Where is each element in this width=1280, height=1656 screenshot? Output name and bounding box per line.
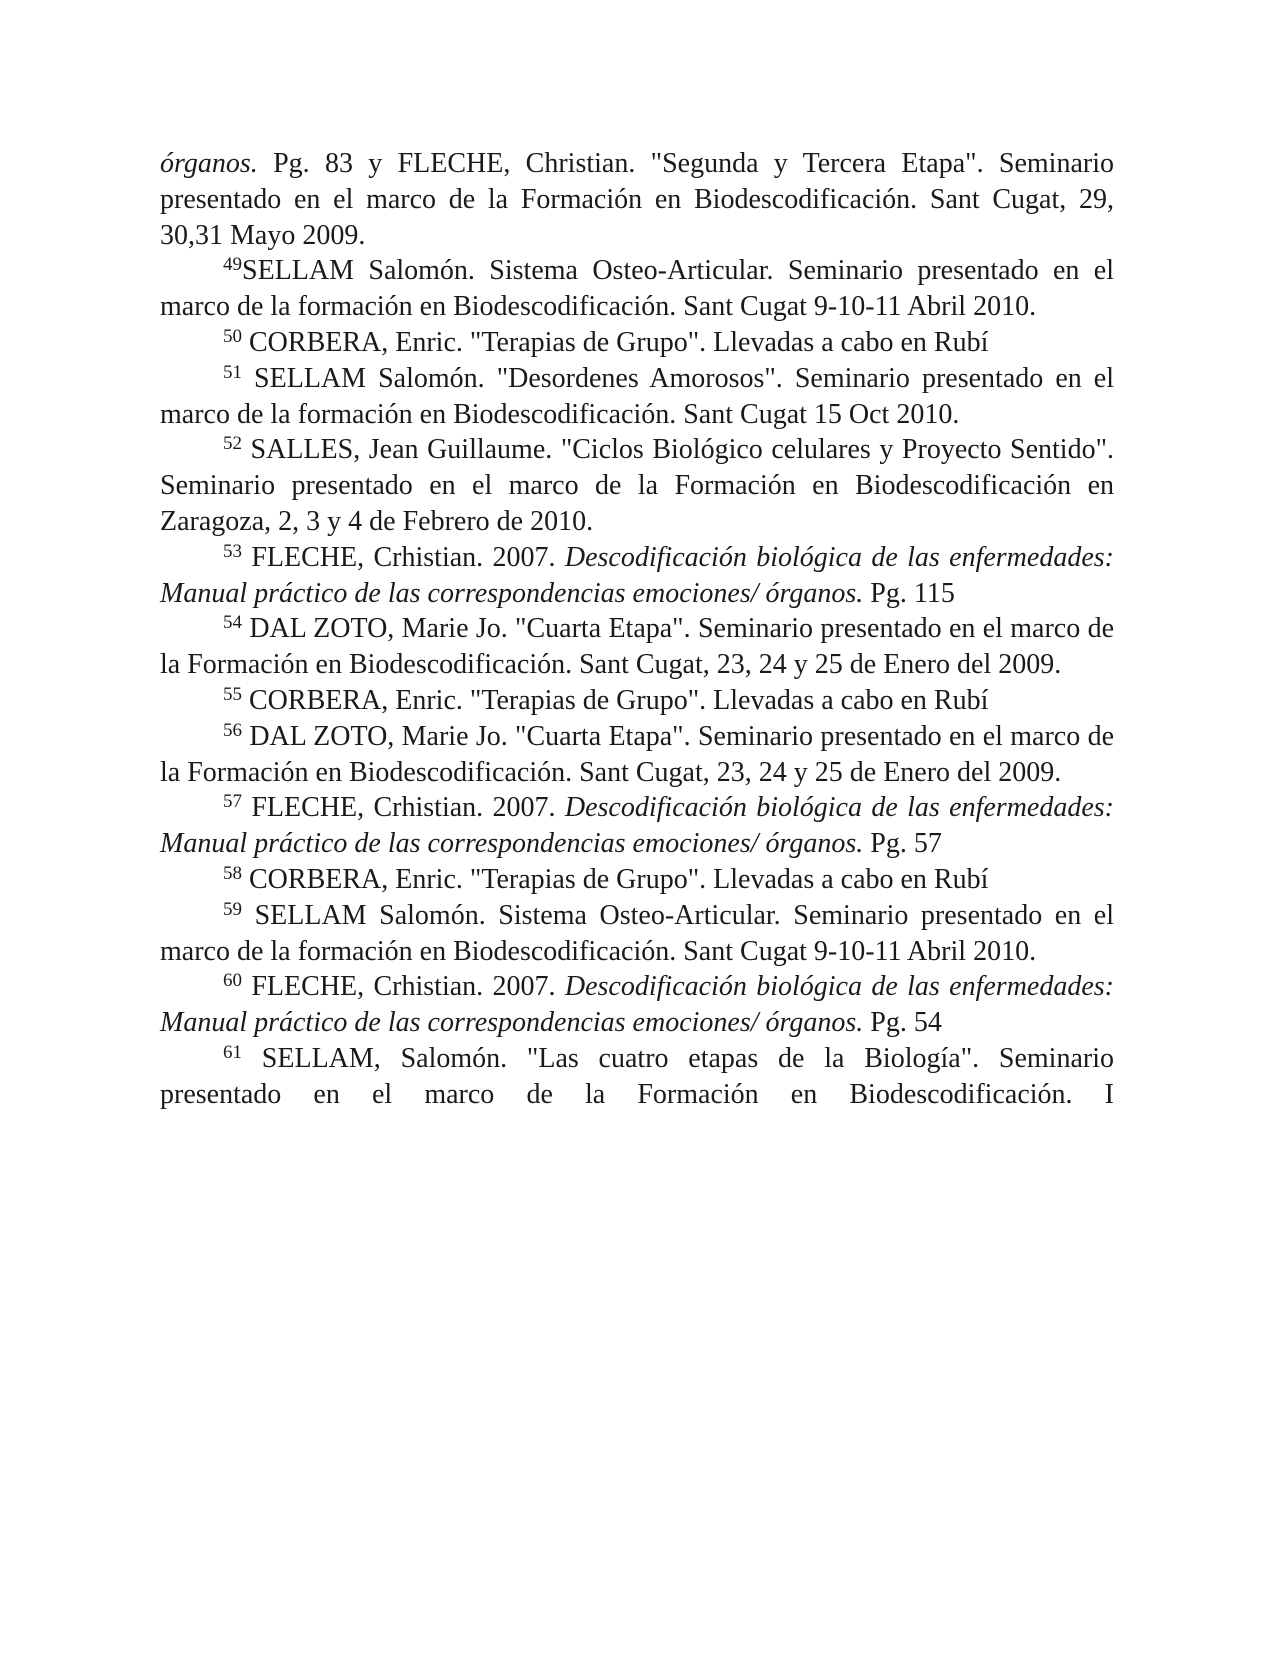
- footnote-number: 53: [223, 540, 242, 562]
- footnote-text: CORBERA, Enric. "Terapias de Grupo". Llevadas a cabo en Rubí: [242, 326, 989, 358]
- footnote-number: 55: [223, 683, 242, 705]
- footnote-page-ref: Pg. 54: [863, 1007, 942, 1039]
- footnote-number: 56: [223, 719, 242, 741]
- footnote-56: [160, 719, 1114, 791]
- footnote-number: 54: [223, 612, 242, 634]
- footnote-text: SELLAM Salomón. Sistema Osteo-Articular. Seminario presentado en el marco de la formación en Biodescodificación. Sant Cugat 9-10-11 Abril 2010.: [160, 255, 1114, 323]
- footnote-page-ref: Pg. 57: [863, 828, 942, 860]
- footnote-55: [160, 683, 1114, 719]
- footnote-text: DAL ZOTO, Marie Jo. "Cuarta Etapa". Seminario presentado en el marco de la Formación en Biodescodificación. Sant Cugat, 23, 24 y 25 de Enero del 2009.: [160, 720, 1114, 788]
- footnote-number: 57: [223, 791, 242, 813]
- footnote-text: FLECHE, Crhistian. 2007.: [242, 541, 565, 573]
- footnote-51: [160, 361, 1114, 433]
- footnote-text: Pg. 83 y FLECHE, Christian. "Segunda y Tercera Etapa". Seminario presentado en el marco de la Formación en Biodescodificación. Sant Cugat, 29, 30,31 Mayo 2009.: [160, 148, 1114, 251]
- footnote-57: [160, 790, 1114, 862]
- footnote-page-ref: Pg. 115: [863, 577, 955, 609]
- footnote-49: [160, 253, 1114, 325]
- footnote-61: [160, 1041, 1114, 1113]
- footnote-italic-title: Descodificación biológica de las enfermedades: Manual práctico de las correspondencias emociones/ órganos.: [160, 541, 1114, 609]
- footnote-text: CORBERA, Enric. "Terapias de Grupo". Llevadas a cabo en Rubí: [242, 684, 989, 716]
- footnotes-page: [160, 146, 1114, 1113]
- footnote-60: [160, 969, 1114, 1041]
- footnote-text: SELLAM Salomón. "Desordenes Amorosos". Seminario presentado en el marco de la formación en Biodescodificación. Sant Cugat 15 Oct 2010.: [160, 362, 1114, 430]
- footnote-number: 49: [223, 254, 242, 276]
- footnote-text: CORBERA, Enric. "Terapias de Grupo". Llevadas a cabo en Rubí: [242, 863, 989, 895]
- footnote-text: FLECHE, Crhistian. 2007.: [242, 971, 565, 1003]
- footnote-50: [160, 325, 1114, 361]
- footnote-italic-title: órganos.: [160, 148, 258, 179]
- footnote-number: 61: [223, 1041, 242, 1063]
- footnote-number: 50: [223, 325, 242, 347]
- footnote-text: SELLAM Salomón. Sistema Osteo-Articular. Seminario presentado en el marco de la formación en Biodescodificación. Sant Cugat 9-10-11 Abril 2010.: [160, 899, 1114, 967]
- footnote-continuation: [160, 146, 1114, 253]
- footnote-italic-title: Descodificación biológica de las enfermedades: Manual práctico de las correspondencias emociones/ órganos.: [160, 792, 1114, 860]
- footnote-text: SALLES, Jean Guillaume. "Ciclos Biológico celulares y Proyecto Sentido". Seminario presentado en el marco de la Formación en Biodescodificación en Zaragoza, 2, 3 y 4 de Febrero de 2010.: [160, 434, 1114, 537]
- footnote-text: SELLAM, Salomón. "Las cuatro etapas de la Biología". Seminario presentado en el marco de la Formación en Biodescodificación. I: [160, 1042, 1114, 1110]
- footnote-59: [160, 898, 1114, 970]
- footnote-53: [160, 540, 1114, 612]
- footnote-italic-title: Descodificación biológica de las enfermedades: Manual práctico de las correspondencias emociones/ órganos.: [160, 971, 1114, 1039]
- footnote-text: DAL ZOTO, Marie Jo. "Cuarta Etapa". Seminario presentado en el marco de la Formación en Biodescodificación. Sant Cugat, 23, 24 y 25 de Enero del 2009.: [160, 613, 1114, 681]
- footnote-52: [160, 432, 1114, 539]
- footnote-number: 60: [223, 970, 242, 992]
- footnote-number: 59: [223, 898, 242, 920]
- footnote-number: 51: [223, 361, 242, 383]
- footnote-58: [160, 862, 1114, 898]
- footnote-number: 52: [223, 433, 242, 455]
- footnote-text: FLECHE, Crhistian. 2007.: [242, 792, 565, 824]
- footnote-number: 58: [223, 862, 242, 884]
- footnote-54: [160, 611, 1114, 683]
